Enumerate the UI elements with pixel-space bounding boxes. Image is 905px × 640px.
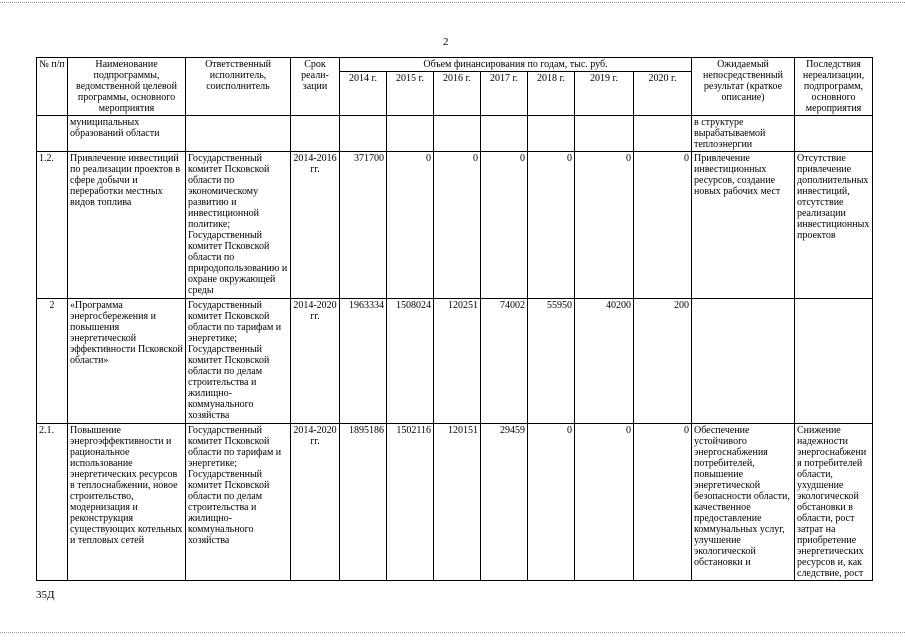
cell-value: 371700 [340, 152, 387, 299]
header-funding: Объем финансирования по годам, тыс. руб. [340, 58, 692, 72]
header-term: Срок реали-зации [291, 58, 340, 116]
cell-value [340, 116, 387, 152]
cell-expected [692, 299, 795, 424]
header-name: Наименование подпрограммы, ведомственной целевой программы, основного мероприятия [68, 58, 186, 116]
cell-value [575, 116, 634, 152]
cell-value: 29459 [481, 424, 528, 581]
cell-value: 40200 [575, 299, 634, 424]
header-responsible: Ответственный исполнитель, соисполнитель [186, 58, 291, 116]
cell-responsible: Государственный комитет Псковской области по тарифам и энергетике; Государственный комитет Псковской области по делам строительства и жилищно-коммунального хозяйства [186, 424, 291, 581]
cell-value [481, 116, 528, 152]
program-table [36, 57, 873, 581]
header-year: 2015 г. [387, 72, 434, 116]
header-no: № п/п [37, 58, 68, 116]
cell-consequences: Отсутствие привлечение дополнительных инвестиций, отсутствие реализации инвестиционных проектов [795, 152, 873, 299]
cell-consequences [795, 116, 873, 152]
cell-name: муниципальных образований области [68, 116, 186, 152]
cell-expected: в структуре вырабатываемой теплоэнергии [692, 116, 795, 152]
table-row [37, 424, 873, 581]
cell-value: 1895186 [340, 424, 387, 581]
cell-term: 2014-2020 гг. [291, 299, 340, 424]
header-year: 2014 г. [340, 72, 387, 116]
cell-responsible [186, 116, 291, 152]
cell-responsible: Государственный комитет Псковской области по экономическому развитию и инвестиционной политике; Государственный комитет Псковской области по природопользованию и охране окружающей среды [186, 152, 291, 299]
cell-value: 120251 [434, 299, 481, 424]
cell-value: 0 [528, 152, 575, 299]
header-year: 2016 г. [434, 72, 481, 116]
cell-term [291, 116, 340, 152]
header-year: 2019 г. [575, 72, 634, 116]
cell-value [434, 116, 481, 152]
bottom-edge-line [0, 632, 905, 633]
cell-name: Повышение энергоэффективности и рациональное использование энергетических ресурсов в теплоснабжении, новое строительство, модернизация и реконструкция существующих котельных и тепловых сетей [68, 424, 186, 581]
cell-term: 2014-2020 гг. [291, 424, 340, 581]
cell-value: 1963334 [340, 299, 387, 424]
cell-value: 0 [575, 424, 634, 581]
top-edge-line [0, 2, 905, 3]
cell-value [528, 116, 575, 152]
cell-value: 0 [634, 424, 692, 581]
cell-value [387, 116, 434, 152]
cell-no: 2 [37, 299, 68, 424]
table-row [37, 116, 873, 152]
cell-value: 200 [634, 299, 692, 424]
cell-term: 2014-2016 гг. [291, 152, 340, 299]
header-year: 2020 г. [634, 72, 692, 116]
cell-expected: Привлечение инвестиционных ресурсов, создание новых рабочих мест [692, 152, 795, 299]
cell-name: «Программа энергосбережения и повышения энергетической эффективности Псковской области» [68, 299, 186, 424]
cell-value: 1502116 [387, 424, 434, 581]
header-consequences: Последствия нереализации, подпрограмм, основного мероприятия [795, 58, 873, 116]
table-row [37, 299, 873, 424]
cell-no: 1.2. [37, 152, 68, 299]
cell-value [634, 116, 692, 152]
cell-name: Привлечение инвестиций по реализации проектов в сфере добычи и переработки местных видов топлива [68, 152, 186, 299]
cell-value: 0 [387, 152, 434, 299]
cell-consequences: Снижение надежности энергоснабжения потребителей области, ухудшение экологической обстановки в области, рост затрат на приобретение энергетических ресурсов и, как следствие, рост [795, 424, 873, 581]
cell-value: 74002 [481, 299, 528, 424]
cell-no [37, 116, 68, 152]
cell-responsible: Государственный комитет Псковской области по тарифам и энергетике; Государственный комитет Псковской области по делам строительства и жилищно-коммунального хозяйства [186, 299, 291, 424]
cell-value: 55950 [528, 299, 575, 424]
cell-value: 0 [481, 152, 528, 299]
page-number: 2 [443, 36, 449, 48]
footer-code: 35Д [36, 589, 55, 601]
table-row [37, 152, 873, 299]
cell-value: 0 [528, 424, 575, 581]
cell-value: 1508024 [387, 299, 434, 424]
header-year: 2017 г. [481, 72, 528, 116]
cell-no: 2.1. [37, 424, 68, 581]
header-expected: Ожидаемый непосредственный результат (краткое описание) [692, 58, 795, 116]
cell-value: 0 [634, 152, 692, 299]
cell-value: 120151 [434, 424, 481, 581]
cell-value: 0 [434, 152, 481, 299]
cell-expected: Обеспечение устойчивого энергоснабжения потребителей, повышение энергетической безопасности области, качественное предоставление коммунальных услуг, улучшение экологической обстановки и [692, 424, 795, 581]
header-year: 2018 г. [528, 72, 575, 116]
header-row-1 [37, 58, 873, 72]
cell-consequences [795, 299, 873, 424]
cell-value: 0 [575, 152, 634, 299]
